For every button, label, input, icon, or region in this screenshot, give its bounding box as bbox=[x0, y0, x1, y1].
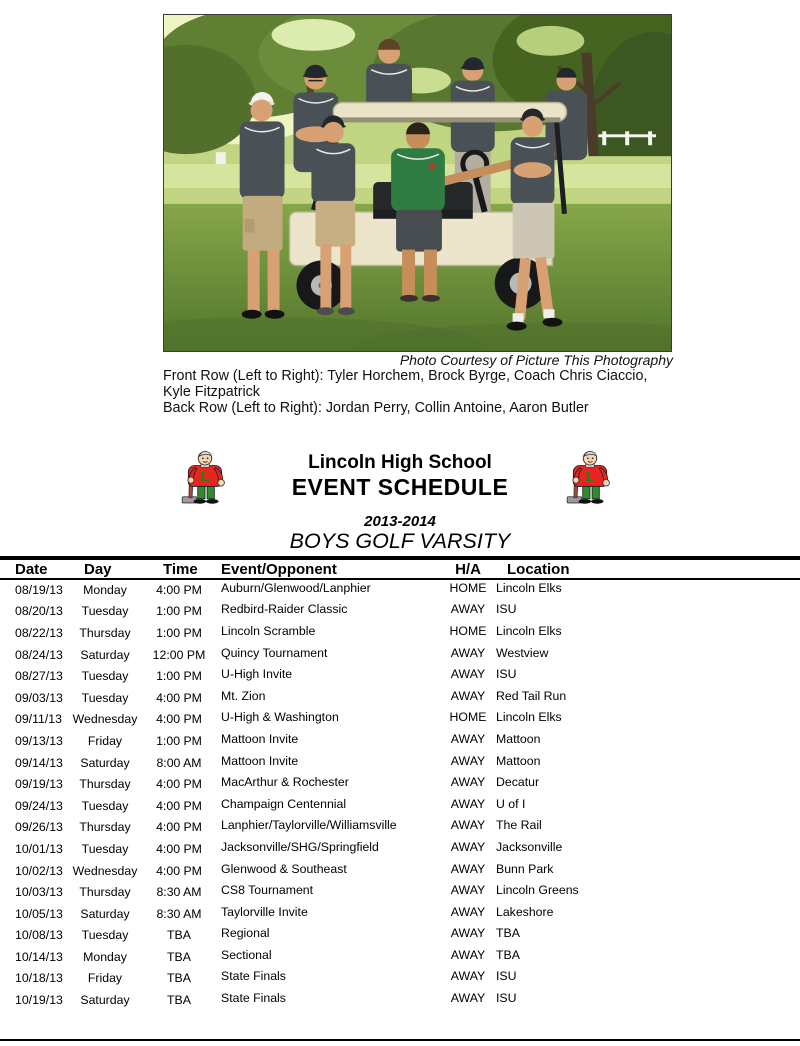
cell-day: Tuesday bbox=[81, 798, 129, 813]
cell-day: Saturday bbox=[80, 906, 130, 921]
cell-event: Mattoon Invite bbox=[221, 753, 299, 768]
cell-day: Tuesday bbox=[81, 690, 129, 705]
cell-time: TBA bbox=[167, 971, 191, 986]
cell-home-away: AWAY bbox=[450, 667, 486, 682]
team-photo-illustration bbox=[164, 15, 671, 351]
cell-location: Bunn Park bbox=[496, 861, 554, 876]
cell-location: Jacksonville bbox=[496, 839, 563, 854]
cell-time: 8:30 AM bbox=[156, 885, 202, 900]
caption-back-row: Back Row (Left to Right): Jordan Perry, Collin Antoine, Aaron Butler bbox=[163, 400, 589, 417]
mascot-letter: L bbox=[585, 469, 595, 485]
cell-date: 10/03/13 bbox=[15, 885, 63, 900]
cell-home-away: AWAY bbox=[450, 839, 486, 854]
table-row bbox=[0, 795, 800, 817]
cell-location: TBA bbox=[496, 926, 520, 941]
cell-date: 10/01/13 bbox=[15, 841, 63, 856]
table-row bbox=[0, 925, 800, 947]
cell-date: 10/05/13 bbox=[15, 906, 63, 921]
table-row bbox=[0, 903, 800, 925]
table-row bbox=[0, 881, 800, 903]
cell-day: Thursday bbox=[79, 625, 131, 640]
cell-home-away: AWAY bbox=[450, 688, 486, 703]
cell-date: 09/26/13 bbox=[15, 820, 63, 835]
schedule-title: EVENT SCHEDULE bbox=[291, 474, 509, 500]
table-row bbox=[0, 579, 800, 601]
cell-home-away: AWAY bbox=[450, 796, 486, 811]
cell-home-away: AWAY bbox=[450, 818, 486, 833]
cell-day: Wednesday bbox=[72, 863, 138, 878]
cell-time: 8:30 AM bbox=[156, 906, 202, 921]
cell-day: Tuesday bbox=[81, 669, 129, 684]
cell-date: 08/22/13 bbox=[15, 625, 63, 640]
cell-day: Monday bbox=[83, 949, 127, 964]
cell-home-away: HOME bbox=[449, 710, 487, 725]
cell-home-away: AWAY bbox=[450, 904, 486, 919]
cell-event: U-High Invite bbox=[221, 667, 293, 682]
cell-date: 09/03/13 bbox=[15, 690, 63, 705]
cell-date: 08/24/13 bbox=[15, 647, 63, 662]
cell-day: Tuesday bbox=[81, 841, 129, 856]
cell-date: 10/18/13 bbox=[15, 971, 63, 986]
col-header-location: Location bbox=[496, 558, 800, 579]
cell-home-away: AWAY bbox=[450, 645, 486, 660]
col-header-home-away: H/A bbox=[440, 558, 496, 579]
cell-home-away: HOME bbox=[449, 581, 487, 596]
mascot-letter: L bbox=[200, 469, 210, 485]
cell-event: Glenwood & Southeast bbox=[221, 861, 347, 876]
cell-time: 1:00 PM bbox=[156, 669, 202, 684]
cell-day: Saturday bbox=[80, 755, 130, 770]
title-block bbox=[0, 451, 800, 553]
cell-time: 12:00 PM bbox=[152, 647, 206, 662]
cell-day: Thursday bbox=[79, 820, 131, 835]
cell-event: CS8 Tournament bbox=[221, 883, 314, 898]
cell-home-away: AWAY bbox=[450, 926, 486, 941]
cell-date: 09/14/13 bbox=[15, 755, 63, 770]
cell-event: MacArthur & Rochester bbox=[221, 775, 349, 790]
cell-time: 4:00 PM bbox=[156, 777, 202, 792]
cell-date: 08/27/13 bbox=[15, 669, 63, 684]
table-row bbox=[0, 752, 800, 774]
cell-event: Jacksonville/SHG/Springfield bbox=[221, 839, 379, 854]
cell-time: 4:00 PM bbox=[156, 820, 202, 835]
cell-home-away: AWAY bbox=[450, 969, 486, 984]
col-header-day: Day bbox=[70, 558, 140, 579]
table-row bbox=[0, 968, 800, 990]
cell-event: Regional bbox=[221, 926, 270, 941]
cell-event: Lanphier/Taylorville/Williamsville bbox=[221, 818, 397, 833]
cell-date: 08/20/13 bbox=[15, 604, 63, 619]
cell-home-away: AWAY bbox=[450, 775, 486, 790]
schedule-table bbox=[0, 556, 800, 1011]
cell-event: State Finals bbox=[221, 991, 286, 1006]
cell-location: TBA bbox=[496, 947, 520, 962]
cell-date: 09/19/13 bbox=[15, 777, 63, 792]
cell-home-away: AWAY bbox=[450, 753, 486, 768]
table-row bbox=[0, 860, 800, 882]
cell-location: Westview bbox=[496, 645, 549, 660]
table-row bbox=[0, 989, 800, 1011]
col-header-time: Time bbox=[140, 558, 218, 579]
cell-time: TBA bbox=[167, 928, 191, 943]
schedule-body bbox=[0, 579, 800, 1011]
col-header-event-opponent: Event/Opponent bbox=[218, 558, 440, 579]
cell-day: Thursday bbox=[79, 885, 131, 900]
cell-date: 10/14/13 bbox=[15, 949, 63, 964]
cell-day: Saturday bbox=[80, 993, 130, 1008]
table-row bbox=[0, 601, 800, 623]
header-row bbox=[0, 558, 800, 579]
cell-day: Tuesday bbox=[81, 604, 129, 619]
table-row bbox=[0, 622, 800, 644]
cell-location: Lincoln Greens bbox=[496, 883, 579, 898]
cell-date: 09/13/13 bbox=[15, 733, 63, 748]
cell-time: 1:00 PM bbox=[156, 604, 202, 619]
cell-date: 09/24/13 bbox=[15, 798, 63, 813]
cell-home-away: AWAY bbox=[450, 861, 486, 876]
season-label: 2013-2014 bbox=[364, 513, 436, 530]
cell-event: Champaign Centennial bbox=[221, 796, 347, 811]
cell-event: U-High & Washington bbox=[221, 710, 339, 725]
photo-caption bbox=[163, 368, 683, 417]
table-row bbox=[0, 817, 800, 839]
cell-time: TBA bbox=[167, 949, 191, 964]
cell-home-away: AWAY bbox=[450, 883, 486, 898]
col-header-date: Date bbox=[0, 558, 70, 579]
cell-home-away: AWAY bbox=[450, 602, 486, 617]
table-row bbox=[0, 773, 800, 795]
cell-time: 4:00 PM bbox=[156, 583, 202, 598]
table-row bbox=[0, 730, 800, 752]
cell-time: 1:00 PM bbox=[156, 625, 202, 640]
cell-home-away: AWAY bbox=[450, 947, 486, 962]
cell-event: Taylorville Invite bbox=[221, 904, 308, 919]
table-row bbox=[0, 838, 800, 860]
cell-time: 4:00 PM bbox=[156, 798, 202, 813]
cell-day: Friday bbox=[87, 733, 123, 748]
table-row bbox=[0, 665, 800, 687]
cell-day: Wednesday bbox=[72, 712, 138, 727]
cell-location: The Rail bbox=[496, 818, 542, 833]
cell-event: Mt. Zion bbox=[221, 688, 266, 703]
cell-day: Saturday bbox=[80, 647, 130, 662]
table-row bbox=[0, 709, 800, 731]
cell-event: Sectional bbox=[221, 947, 272, 962]
cell-location: ISU bbox=[496, 991, 517, 1006]
cell-event: Auburn/Glenwood/Lanphier bbox=[221, 581, 371, 596]
cell-event: Redbird-Raider Classic bbox=[221, 602, 348, 617]
cell-location: Mattoon bbox=[496, 731, 541, 746]
cell-location: Mattoon bbox=[496, 753, 541, 768]
cell-location: Decatur bbox=[496, 775, 540, 790]
cell-location: Lincoln Elks bbox=[496, 710, 562, 725]
cell-location: Lakeshore bbox=[496, 904, 554, 919]
cell-event: Quincy Tournament bbox=[221, 645, 328, 660]
cell-time: TBA bbox=[167, 993, 191, 1008]
cell-time: 4:00 PM bbox=[156, 863, 202, 878]
cell-location: ISU bbox=[496, 969, 517, 984]
cell-date: 08/19/13 bbox=[15, 583, 63, 598]
cell-date: 09/11/13 bbox=[15, 712, 62, 727]
cell-location: Lincoln Elks bbox=[496, 623, 562, 638]
cell-time: 4:00 PM bbox=[156, 690, 202, 705]
cell-date: 10/02/13 bbox=[15, 863, 63, 878]
cell-event: Mattoon Invite bbox=[221, 731, 299, 746]
cell-home-away: HOME bbox=[449, 623, 487, 638]
cell-event: Lincoln Scramble bbox=[221, 623, 316, 638]
cell-date: 10/08/13 bbox=[15, 928, 63, 943]
cell-home-away: AWAY bbox=[450, 991, 486, 1006]
bottom-rule bbox=[0, 1039, 800, 1041]
cell-event: State Finals bbox=[221, 969, 286, 984]
schedule-section bbox=[0, 556, 800, 1011]
cell-date: 10/19/13 bbox=[15, 993, 63, 1008]
cell-location: U of I bbox=[496, 796, 526, 811]
cell-location: Lincoln Elks bbox=[496, 581, 562, 596]
team-photo bbox=[163, 14, 672, 352]
team-title: BOYS GOLF VARSITY bbox=[289, 529, 511, 553]
caption-front-row-cont: Kyle Fitzpatrick bbox=[163, 384, 260, 401]
cell-time: 1:00 PM bbox=[156, 733, 202, 748]
cell-location: Red Tail Run bbox=[496, 688, 567, 703]
caption-front-row: Front Row (Left to Right): Tyler Horchem, Brock Byrge, Coach Chris Ciaccio, bbox=[163, 368, 648, 384]
schedule-header bbox=[0, 558, 800, 579]
table-row bbox=[0, 687, 800, 709]
cell-day: Tuesday bbox=[81, 928, 129, 943]
cell-day: Friday bbox=[87, 971, 123, 986]
photo-credit: Photo Courtesy of Picture This Photography bbox=[399, 352, 673, 368]
cell-time: 4:00 PM bbox=[156, 841, 202, 856]
cell-time: 8:00 AM bbox=[156, 755, 202, 770]
cell-day: Thursday bbox=[79, 777, 131, 792]
cell-day: Monday bbox=[83, 583, 127, 598]
table-row bbox=[0, 946, 800, 968]
school-name: Lincoln High School bbox=[308, 452, 492, 473]
cell-location: ISU bbox=[496, 602, 517, 617]
cell-home-away: AWAY bbox=[450, 731, 486, 746]
cell-location: ISU bbox=[496, 667, 517, 682]
table-row bbox=[0, 644, 800, 666]
cell-time: 4:00 PM bbox=[156, 712, 202, 727]
